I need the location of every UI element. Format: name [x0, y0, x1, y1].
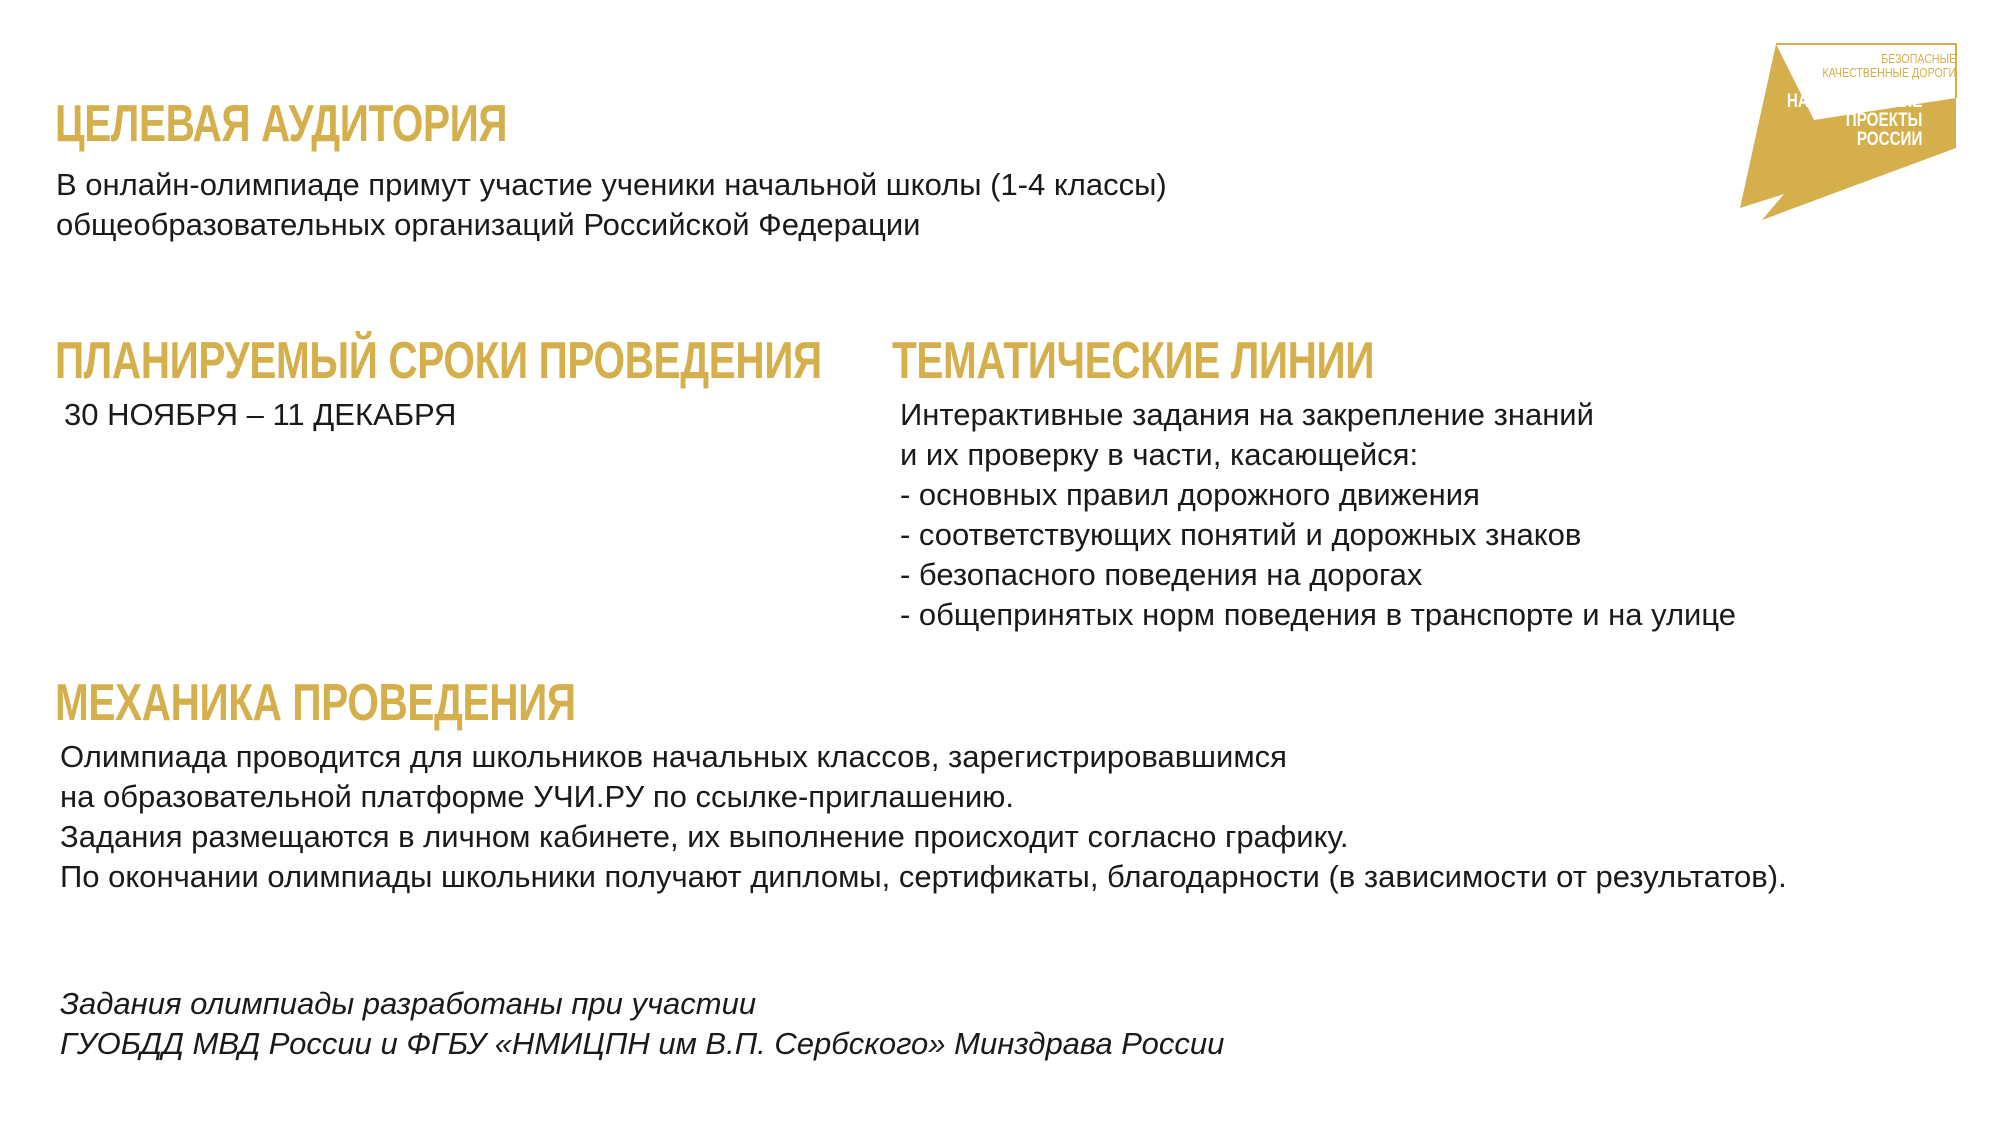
audience-text	[56, 165, 1167, 245]
logo-main-line: НАЦИОНАЛЬНЫЕ	[1786, 91, 1922, 112]
mechanics-line: Задания размещаются в личном кабинете, их выполнение происходит согласно графику.	[60, 819, 1349, 854]
credits-line: Задания олимпиады разработаны при участии	[60, 986, 757, 1021]
credits-note	[60, 984, 1224, 1064]
logo-top-line: БЕЗОПАСНЫЕ	[1881, 51, 1956, 66]
themes-line: - общепринятых норм поведения в транспорте и на улице	[900, 597, 1737, 632]
themes-line: - соответствующих понятий и дорожных знаков	[900, 517, 1582, 552]
mechanics-line: на образовательной платформе УЧИ.РУ по ссылке-приглашению.	[60, 779, 1015, 814]
dates-line: 30 НОЯБРЯ – 11 ДЕКАБРЯ	[64, 397, 457, 432]
themes-line: - безопасного поведения на дорогах	[900, 557, 1423, 592]
logo-top-line: КАЧЕСТВЕННЫЕ ДОРОГИ	[1822, 65, 1956, 80]
mechanics-text	[60, 737, 1787, 897]
logo-main-line: РОССИИ	[1856, 129, 1922, 150]
themes-line: и их проверку в части, касающейся:	[900, 437, 1419, 472]
dates-value	[64, 395, 456, 435]
audience-line: общеобразовательных организаций Российской Федерации	[56, 207, 921, 242]
section-heading-mechanics: МЕХАНИКА ПРОВЕДЕНИЯ	[55, 674, 576, 732]
audience-line: В онлайн-олимпиаде примут участие ученики начальной школы (1-4 классы)	[56, 167, 1167, 202]
themes-line: Интерактивные задания на закрепление знаний	[900, 397, 1594, 432]
logo-main-line: ПРОЕКТЫ	[1845, 110, 1922, 131]
national-projects-logo	[1704, 36, 1964, 236]
themes-line: - основных правил дорожного движения	[900, 477, 1480, 512]
section-heading-dates: ПЛАНИРУЕМЫЙ СРОКИ ПРОВЕДЕНИЯ	[55, 332, 822, 390]
mechanics-line: Олимпиада проводится для школьников начальных классов, зарегистрировавшимся	[60, 739, 1287, 774]
mechanics-line: По окончании олимпиады школьники получают дипломы, сертификаты, благодарности (в зависимости от результатов).	[60, 859, 1787, 894]
section-heading-audience: ЦЕЛЕВАЯ АУДИТОРИЯ	[55, 95, 508, 153]
credits-line: ГУОБДД МВД России и ФГБУ «НМИЦПН им В.П. Сербского» Минздрава России	[60, 1026, 1225, 1061]
logo-top-text	[1822, 52, 1956, 80]
themes-text	[900, 395, 1736, 635]
logo-main-text	[1786, 92, 1922, 149]
section-heading-themes: ТЕМАТИЧЕСКИЕ ЛИНИИ	[892, 332, 1375, 390]
